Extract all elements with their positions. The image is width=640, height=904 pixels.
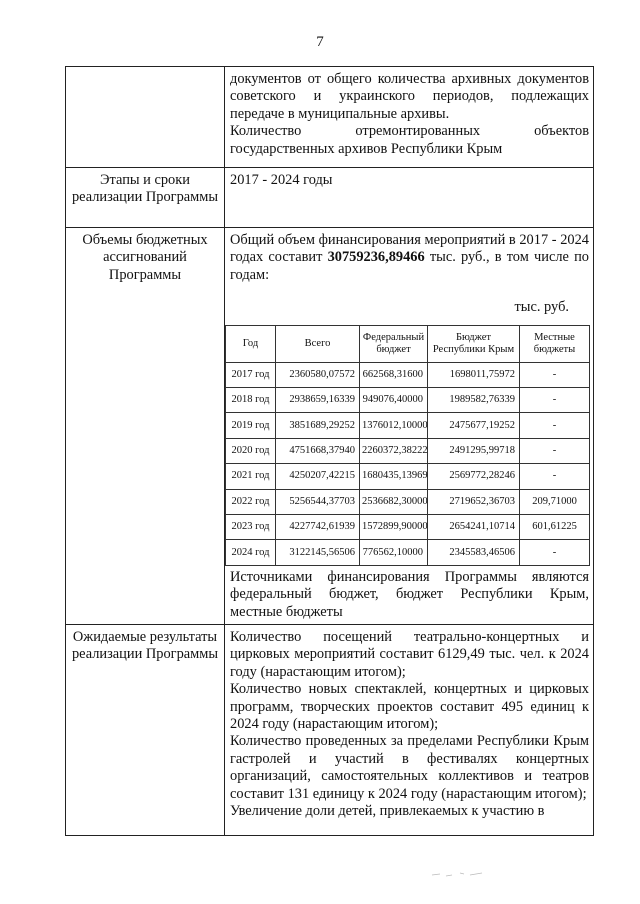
budget-table-row (226, 388, 590, 413)
cell-total: 4250207,42215 (276, 464, 360, 489)
cell-total: 5256544,37703 (276, 489, 360, 514)
budget-table-row (226, 489, 590, 514)
cell-local: - (520, 540, 590, 565)
cell-local: - (520, 362, 590, 387)
results-label: Ожидаемые результаты реализации Программы (66, 624, 225, 835)
cell-federal: 1572899,90000 (360, 514, 428, 539)
budget-table-row (226, 540, 590, 565)
cell-crimea: 1989582,76339 (428, 388, 520, 413)
cell-federal: 2260372,38222 (360, 438, 428, 463)
cell-local: - (520, 413, 590, 438)
budget-label: Объемы бюджетных ассигнований Программы (66, 228, 225, 625)
cell-crimea: 2719652,36703 (428, 489, 520, 514)
units-label: тыс. руб. (514, 299, 569, 316)
budget-table-header-row (226, 325, 590, 362)
budget-table-row (226, 464, 590, 489)
cell-local: 601,61225 (520, 514, 590, 539)
cell-total: 2938659,16339 (276, 388, 360, 413)
header-year: Год (226, 325, 276, 362)
budget-intro (230, 232, 589, 284)
cell-year: 2024 год (226, 540, 276, 565)
cell-federal: 1680435,13969 (360, 464, 428, 489)
budget-table-row (226, 514, 590, 539)
archives-label-cell (66, 67, 225, 168)
cell-total: 3851689,29252 (276, 413, 360, 438)
cell-federal: 776562,10000 (360, 540, 428, 565)
cell-federal: 662568,31600 (360, 362, 428, 387)
budget-table-row (226, 362, 590, 387)
archives-row (66, 67, 594, 168)
cell-year: 2020 год (226, 438, 276, 463)
cell-local: - (520, 464, 590, 489)
cell-federal: 1376012,10000 (360, 413, 428, 438)
archives-repair-indicator-text: Количество отремонтированных объектов государственных архивов Республики Крым (230, 123, 589, 157)
budget-table-body (226, 362, 590, 565)
cell-crimea: 2475677,19252 (428, 413, 520, 438)
cell-year: 2023 год (226, 514, 276, 539)
result-item: Количество новых спектаклей, концертных и цирковых программ, творческих проектов составит 495 единиц к 2024 году (нарастающим итогом); (230, 681, 589, 732)
cell-crimea: 1698011,75972 (428, 362, 520, 387)
cell-year: 2021 год (226, 464, 276, 489)
stages-value: 2017 - 2024 годы (225, 168, 594, 228)
archives-indicator-text: документов от общего количества архивных документов советского и украинского периодов, подлежащих передаче в муниципальные архивы. (230, 71, 589, 122)
cell-year: 2017 год (226, 362, 276, 387)
budget-table-row (226, 438, 590, 463)
cell-total: 4227742,61939 (276, 514, 360, 539)
budget-intro-start: Общий объем финансирования мероприятий в 2017 - 2024 годах составит (230, 232, 589, 266)
cell-total: 2360580,07572 (276, 362, 360, 387)
funding-sources: Источниками финансирования Программы являются федеральный бюджет, бюджет Республики Крым, местные бюджеты (230, 568, 589, 620)
cell-year: 2019 год (226, 413, 276, 438)
budget-by-year-table (225, 325, 590, 566)
cell-crimea: 2569772,28246 (428, 464, 520, 489)
cell-year: 2022 год (226, 489, 276, 514)
cell-local: 209,71000 (520, 489, 590, 514)
cell-local: - (520, 388, 590, 413)
budget-content-cell (225, 228, 594, 625)
stages-row (66, 168, 594, 228)
budget-table-row (226, 413, 590, 438)
archives-content-cell (225, 67, 594, 168)
budget-row (66, 228, 594, 625)
header-federal: Федеральный бюджет (360, 325, 428, 362)
result-item: Количество проведенных за пределами Республики Крым гастролей и участий в фестивалях концертных организаций, самостоятельных коллективов и театров составит 131 единицу к 2024 году (нарастающим итогом); (230, 733, 589, 802)
budget-total-amount: 30759236,89466 (327, 249, 425, 266)
cell-federal: 2536682,30000 (360, 489, 428, 514)
result-item: Увеличение доли детей, привлекаемых к участию в (230, 803, 545, 820)
cell-total: 3122145,56506 (276, 540, 360, 565)
cell-federal: 949076,40000 (360, 388, 428, 413)
cell-total: 4751668,37940 (276, 438, 360, 463)
cell-crimea: 2345583,46506 (428, 540, 520, 565)
header-total: Всего (276, 325, 360, 362)
page-number: 7 (316, 34, 324, 50)
program-passport-table (65, 66, 594, 836)
result-item: Количество посещений театрально-концертных и цирковых мероприятий составит 6129,49 тыс. чел. к 2024 году (нарастающим итогом); (230, 628, 589, 680)
budget-intro-end: тыс. руб., в том числе по годам: (230, 249, 589, 283)
cell-crimea: 2654241,10714 (428, 514, 520, 539)
cell-crimea: 2491295,99718 (428, 438, 520, 463)
results-row (66, 624, 594, 835)
cell-year: 2018 год (226, 388, 276, 413)
stages-label: Этапы и сроки реализации Программы (66, 168, 225, 228)
scan-artifact (430, 870, 490, 878)
header-crimea: Бюджет Республики Крым (428, 325, 520, 362)
cell-local: - (520, 438, 590, 463)
results-content-cell (225, 624, 594, 835)
header-local: Местные бюджеты (520, 325, 590, 362)
